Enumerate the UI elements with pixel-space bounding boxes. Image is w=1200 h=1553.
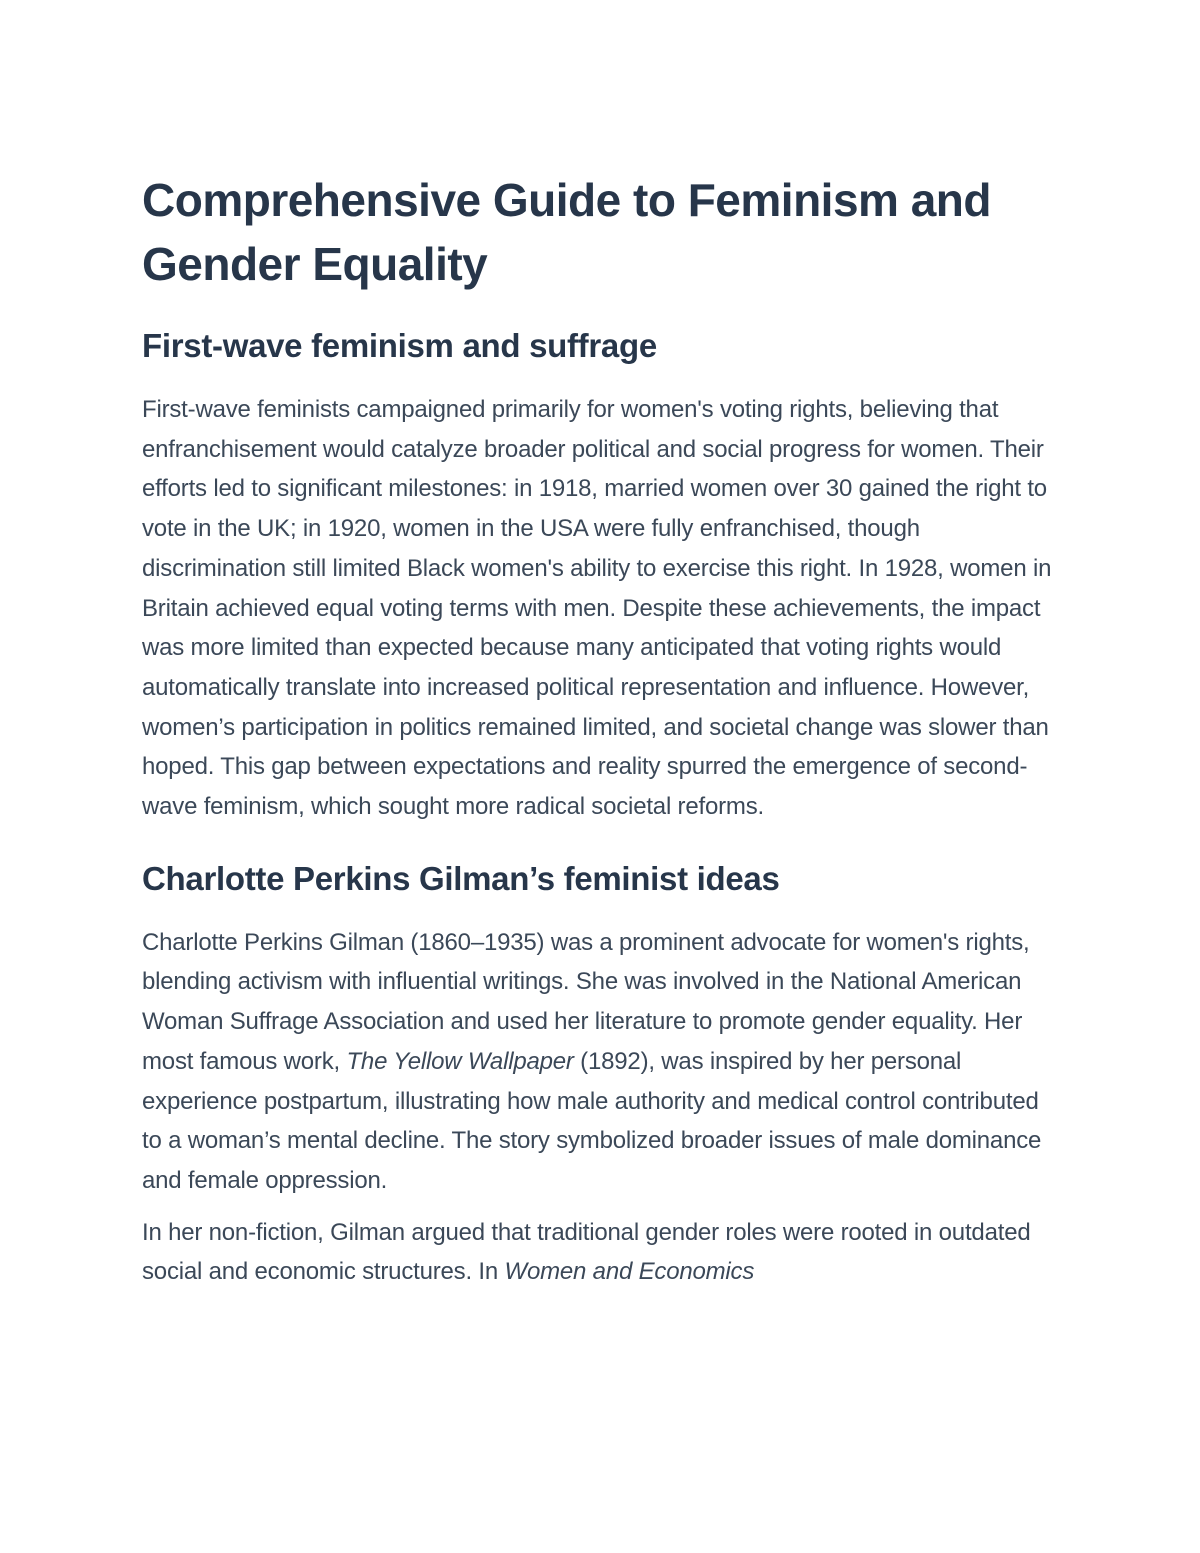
paragraph-gilman-nonfiction [142, 1213, 1062, 1292]
paragraph-text: Charlotte Perkins Gilman (1860–1935) was a prominent advocate for women's rights, blending activism with influential writings. She was involved in the National American Woman Suffrage Association and used her literature to promote gender equality. Her most famous work, [142, 928, 1030, 1075]
page-title: Comprehensive Guide to Feminism and Gender Equality [142, 174, 991, 290]
book-title-yellow-wallpaper: The Yellow Wallpaper [346, 1047, 574, 1075]
section-heading-first-wave: First-wave feminism and suffrage [142, 327, 657, 364]
book-title-women-and-economics: Women and Economics [504, 1258, 755, 1286]
document-page [142, 168, 1062, 1292]
paragraph-text: (1892), was inspired by her personal experience postpartum, illustrating how male authority and medical control contributed to a woman’s mental decline. The story symbolized broader issues of male dominance and female oppression. [142, 1047, 1042, 1194]
paragraph-text: In her non-fiction, Gilman argued that traditional gender roles were rooted in outdated social and economic structures. In [142, 1218, 1031, 1286]
section-heading-gilman: Charlotte Perkins Gilman’s feminist ideas [142, 859, 780, 897]
paragraph-gilman-bio [142, 923, 1062, 1201]
paragraph-first-wave: First-wave feminists campaigned primarily for women's voting rights, believing that enfranchisement would catalyze broader political and social progress for women. Their efforts led to significant milestones: in 1918, married women over 30 gained the right to vote in the UK; in 1920, women in the USA were fully enfranchised, though discrimination still limited Black women's ability to exercise this right. In 1928, women in Britain achieved equal voting terms with men. Despite these achievements, the impact was more limited than expected because many anticipated that voting rights would automatically translate into increased political representation and influence. However, women’s participation in politics remained limited, and societal change was slower than hoped. This gap between expectations and reality spurred the emergence of second-wave feminism, which sought more radical societal reforms. [142, 396, 1052, 821]
